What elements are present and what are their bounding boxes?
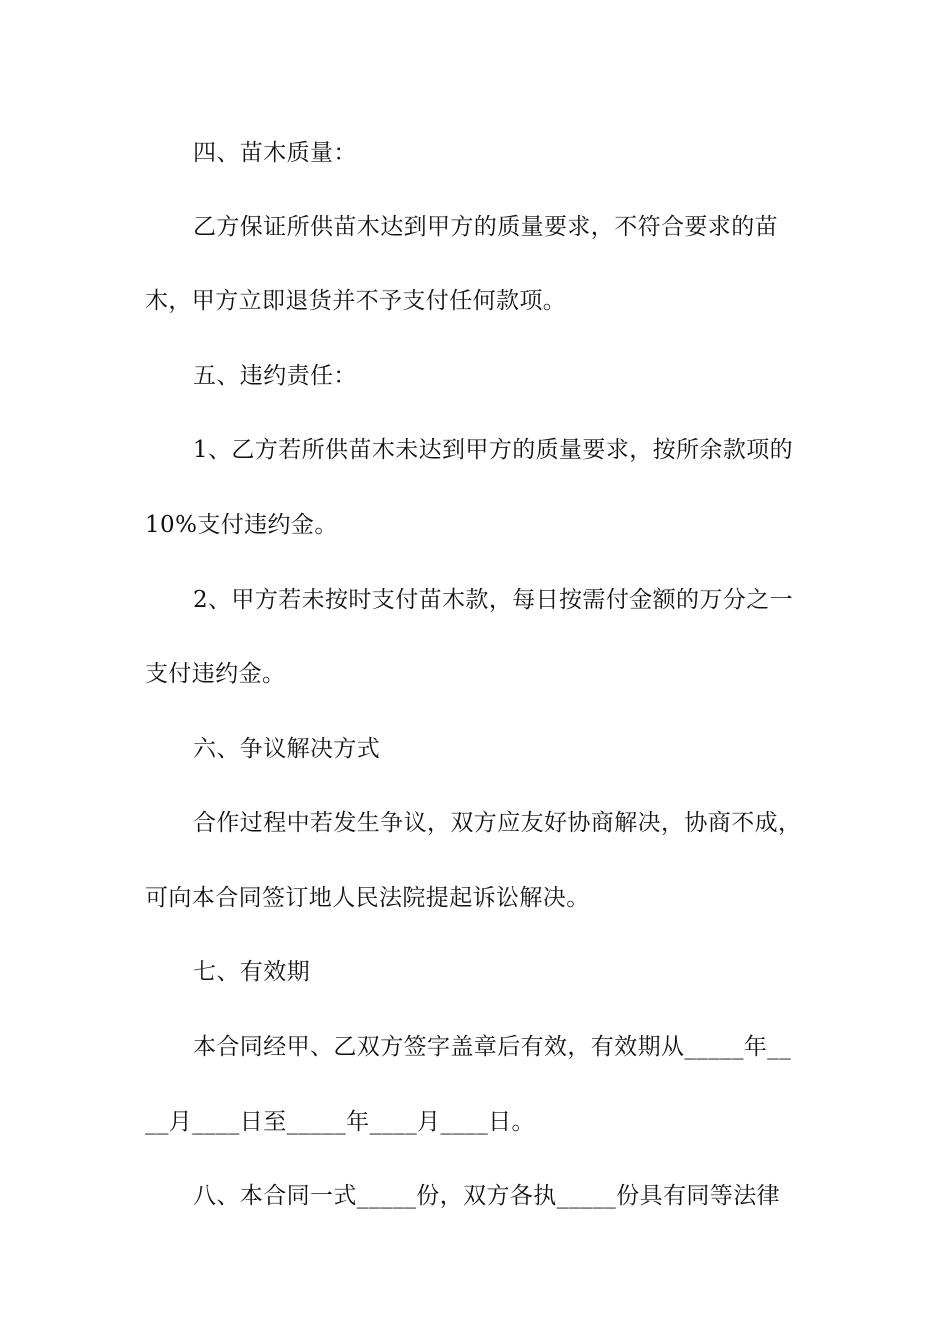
paragraph-line: 本合同经甲、乙双方签字盖章后有效，有效期从_____年__: [193, 1034, 792, 1060]
paragraph-line: 10%支付违约金。: [145, 512, 338, 538]
section-heading-dispute: 六、争议解决方式: [193, 736, 381, 762]
paragraph-line: 木，甲方立即退货并不予支付任何款项。: [145, 288, 567, 314]
paragraph-line: 1、乙方若所供苗木未达到甲方的质量要求，按所余款项的: [193, 437, 794, 463]
section-heading-liability: 五、违约责任：: [193, 363, 357, 389]
paragraph-line: 可向本合同签订地人民法院提起诉讼解决。: [145, 885, 590, 911]
section-heading-quality: 四、苗木质量：: [193, 140, 357, 166]
paragraph-line: 2、甲方若未按时支付苗木款，每日按需付金额的万分之一: [193, 587, 794, 613]
paragraph-line: 支付违约金。: [145, 661, 286, 687]
paragraph-line: 乙方保证所供苗木达到甲方的质量要求，不符合要求的苗: [193, 214, 778, 240]
paragraph-line: __月____日至_____年____月____日。: [145, 1109, 535, 1135]
section-heading-validity: 七、有效期: [193, 959, 310, 985]
paragraph-line: 合作过程中若发生争议，双方应友好协商解决，协商不成，: [193, 810, 802, 836]
paragraph-line: 八、本合同一式_____份，双方各执_____份具有同等法律: [193, 1183, 780, 1209]
